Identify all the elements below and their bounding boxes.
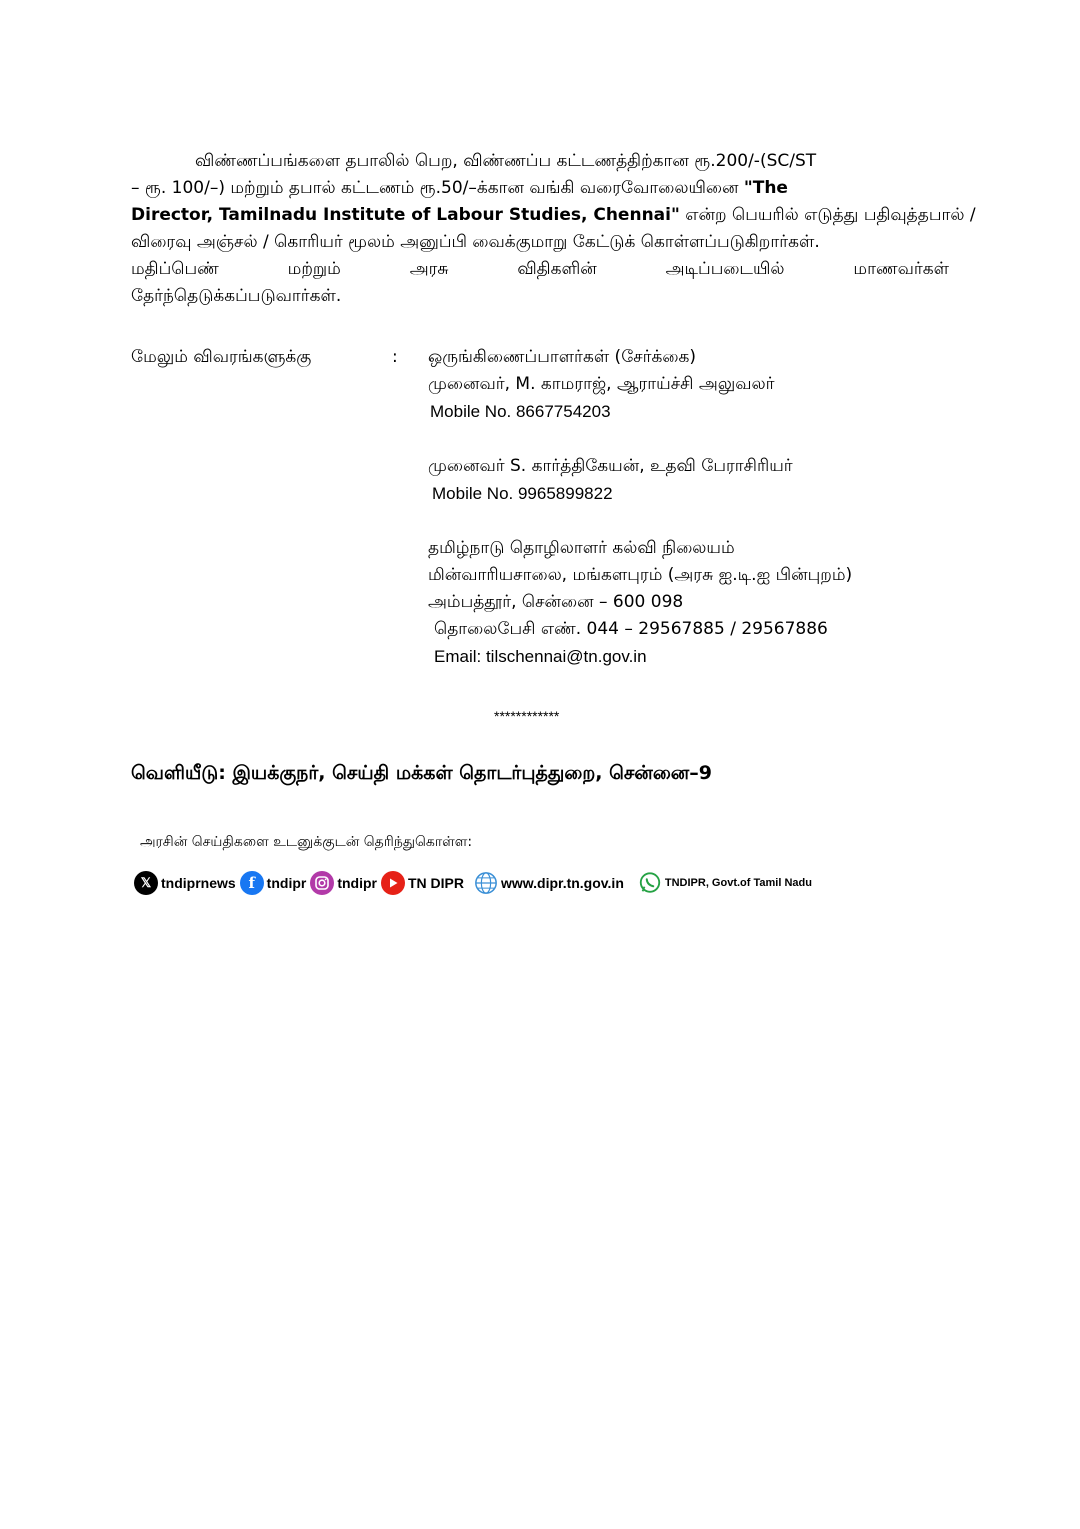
social-whatsapp[interactable] <box>638 871 812 895</box>
youtube-icon <box>381 871 405 895</box>
para-line-6: தேர்ந்தெடுக்கப்படுவார்கள். <box>131 286 342 306</box>
follow-text: அரசின் செய்திகளை உடனுக்குடன் தெரிந்துகொள்ள: <box>140 834 473 850</box>
whatsapp-icon <box>638 871 662 895</box>
para-line-3-bold: Director, Tamilnadu Institute of Labour Studies, Chennai" <box>131 205 680 225</box>
social-bar <box>134 869 816 897</box>
para-line-5 <box>131 256 949 283</box>
para-line-2 <box>131 175 949 202</box>
coordinator-2-mobile: Mobile No. 9965899822 <box>432 484 613 503</box>
social-whatsapp-label: TNDIPR, Govt.of Tamil Nadu <box>664 877 812 889</box>
coordinator-1-mobile: Mobile No. 8667754203 <box>430 402 611 421</box>
separator: ************ <box>494 708 560 724</box>
social-x[interactable] <box>134 871 236 895</box>
social-website[interactable] <box>474 871 634 895</box>
institute-name: தமிழ்நாடு தொழிலாளர் கல்வி நிலையம் <box>428 538 735 558</box>
para-line-2-text: – ரூ. 100/–) மற்றும் தபால் கட்டணம் ரூ.50/–க்கான வங்கி வரைவோலையினை <box>131 178 744 198</box>
para-line-3-text: என்ற பெயரில் எடுத்து பதிவுத்தபால் / <box>679 205 976 225</box>
para-line-2-bold: "The <box>743 178 788 198</box>
institute-phone: தொலைபேசி எண். 044 – 29567885 / 29567886 <box>434 619 828 639</box>
institute-email: Email: tilschennai@tn.gov.in <box>434 647 647 666</box>
contact-colon: : <box>392 347 398 367</box>
para-word: விதிகளின் <box>517 259 597 279</box>
social-facebook[interactable] <box>240 871 307 895</box>
para-word: அடிப்படையில் <box>665 259 785 279</box>
contact-label: மேலும் விவரங்களுக்கு <box>131 347 312 367</box>
social-youtube-label: TN DIPR <box>407 875 464 891</box>
x-icon: 𝕏 <box>134 871 158 895</box>
para-line-4: விரைவு அஞ்சல் / கொரியர் மூலம் அனுப்பி வைக்குமாறு கேட்டுக் கொள்ளப்படுகிறார்கள். <box>131 232 820 252</box>
para-word: அரசு <box>409 259 449 279</box>
coordinators-title: ஒருங்கிணைப்பாளர்கள் (சேர்க்கை) <box>428 347 697 367</box>
para-word: மாணவர்கள் <box>853 259 949 279</box>
para-line-3 <box>131 202 976 229</box>
contact-block <box>428 344 852 670</box>
instagram-icon <box>310 871 334 895</box>
social-x-label: tndiprnews <box>161 875 236 891</box>
globe-icon <box>474 871 498 895</box>
para-word: மதிப்பெண் <box>131 259 219 279</box>
coordinator-2: முனைவர் S. கார்த்திகேயன், உதவி பேராசிரியர் <box>428 456 793 476</box>
para-word: மற்றும் <box>287 259 341 279</box>
institute-address-2: அம்பத்தூர், சென்னை – 600 098 <box>428 592 684 612</box>
para-line-1: விண்ணப்பங்களை தபாலில் பெற, விண்ணப்ப கட்டணத்திற்கான ரூ.200/-(SC/ST <box>195 151 817 171</box>
social-instagram[interactable] <box>310 871 377 895</box>
social-youtube[interactable] <box>381 871 470 895</box>
release-line: வெளியீடு: இயக்குநர், செய்தி மக்கள் தொடர்புத்துறை, சென்னை–9 <box>131 762 712 784</box>
coordinator-1: முனைவர், M. காமராஜ், ஆராய்ச்சி அலுவலர் <box>428 374 775 394</box>
social-facebook-label: tndipr <box>266 875 307 891</box>
social-instagram-label: tndipr <box>337 875 377 891</box>
body-paragraph <box>131 148 976 310</box>
facebook-icon: f <box>240 871 264 895</box>
institute-address-1: மின்வாரியசாலை, மங்களபுரம் (அரசு ஐ.டி.ஐ பின்புறம்) <box>428 565 853 585</box>
social-website-label: www.dipr.tn.gov.in <box>500 875 624 891</box>
